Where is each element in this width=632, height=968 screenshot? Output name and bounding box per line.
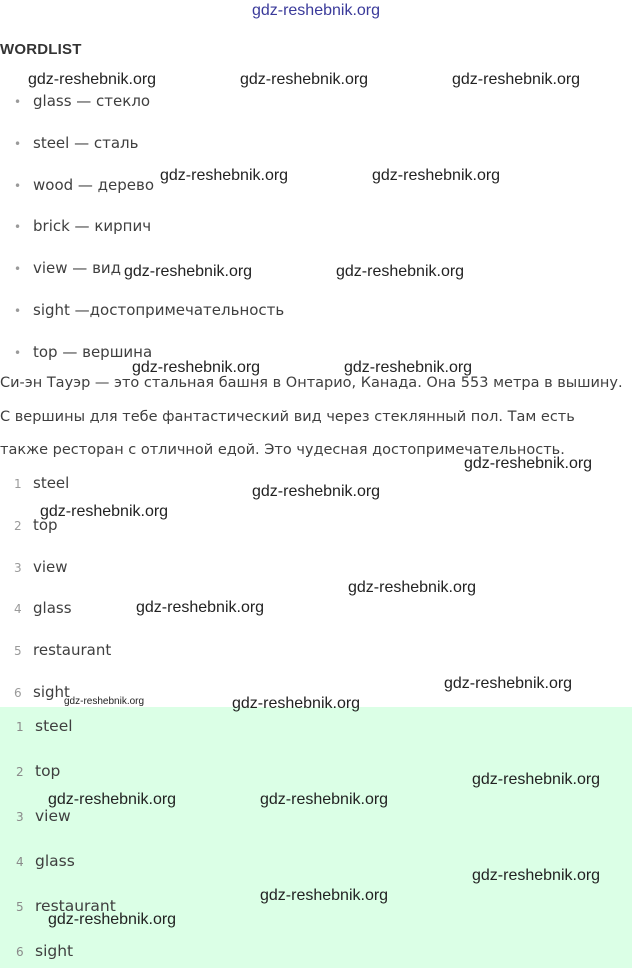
answer-number: 2 (16, 765, 24, 779)
wordlist-item: • brick — кирпич (14, 217, 152, 235)
watermark: gdz-reshebnik.org (372, 167, 501, 184)
watermark: gdz-reshebnik.org (124, 263, 253, 280)
answer-item (16, 717, 73, 735)
item-text: glass (33, 599, 72, 617)
answer-text: sight (35, 942, 74, 960)
item-number: 1 (14, 477, 22, 491)
watermark: gdz-reshebnik.org (232, 695, 361, 712)
watermark: gdz-reshebnik.org (260, 791, 389, 808)
bullet-icon: • (14, 137, 22, 151)
wordlist-item: • top — вершина (14, 343, 153, 361)
item-number: 4 (14, 602, 22, 616)
watermark: gdz-reshebnik.org (40, 503, 169, 520)
watermark: gdz-reshebnik.org (472, 771, 601, 788)
answer-text: restaurant (35, 897, 116, 915)
numbered-item (14, 599, 72, 617)
item-text: steel (33, 474, 70, 492)
bullet-icon: • (14, 346, 22, 360)
watermark: gdz-reshebnik.org (64, 696, 145, 707)
bullet-icon: • (14, 304, 22, 318)
item-number: 3 (14, 561, 22, 575)
item-number: 6 (14, 686, 22, 700)
bullet-icon: • (14, 95, 22, 109)
paragraph-line: С вершины для тебе фантастический вид через стеклянный пол. Там есть (0, 409, 575, 425)
watermark: gdz-reshebnik.org (472, 867, 601, 884)
watermark: gdz-reshebnik.org (136, 599, 265, 616)
answer-item (16, 762, 60, 780)
watermark: gdz-reshebnik.org (344, 359, 473, 376)
answer-text: top (35, 762, 61, 780)
watermark: gdz-reshebnik.org (28, 71, 157, 88)
answer-text: steel (35, 717, 73, 735)
wordlist-item: • steel — сталь (14, 134, 139, 152)
wordlist-item: • view — вид (14, 259, 122, 277)
watermark: gdz-reshebnik.org (452, 71, 581, 88)
item-text: view (33, 558, 68, 576)
answer-text: view (35, 807, 71, 825)
paragraph-line: также ресторан с отличной едой. Это чудесная достопримечательность. (0, 442, 565, 458)
watermark: gdz-reshebnik.org (160, 167, 289, 184)
item-number: 2 (14, 519, 22, 533)
wordlist-item: • wood — дерево (14, 176, 155, 194)
answer-number: 5 (16, 900, 24, 914)
answer-text: glass (35, 852, 75, 870)
watermark: gdz-reshebnik.org (444, 675, 573, 692)
answer-item (16, 942, 73, 960)
watermark: gdz-reshebnik.org (48, 791, 177, 808)
wordlist-title: WORDLIST (0, 41, 82, 58)
item-text: restaurant (33, 641, 112, 659)
site-header: gdz-reshebnik.org (251, 2, 381, 19)
answer-item (16, 807, 71, 825)
watermark: gdz-reshebnik.org (240, 71, 369, 88)
paragraph-line: Си-эн Тауэр — это стальная башня в Онтарио, Канада. Она 553 метра в вышину. (0, 375, 623, 391)
watermark: gdz-reshebnik.org (132, 359, 261, 376)
watermark: gdz-reshebnik.org (48, 911, 177, 928)
wordlist-item: • glass — стекло (14, 92, 151, 110)
bullet-icon: • (14, 220, 22, 234)
answer-number: 4 (16, 855, 24, 869)
watermark: gdz-reshebnik.org (336, 263, 465, 280)
watermark: gdz-reshebnik.org (464, 455, 593, 472)
numbered-item (14, 558, 68, 576)
numbered-item (14, 683, 70, 701)
answer-number: 6 (16, 945, 24, 959)
bullet-icon: • (14, 179, 22, 193)
bullet-icon: • (14, 262, 22, 276)
answer-number: 1 (16, 720, 24, 734)
item-text: sight (33, 683, 70, 701)
wordlist-item: • sight —достопримечательность (14, 301, 285, 319)
numbered-item (14, 474, 69, 492)
item-number: 5 (14, 644, 22, 658)
answer-item (16, 852, 75, 870)
watermark: gdz-reshebnik.org (260, 887, 389, 904)
watermark: gdz-reshebnik.org (252, 483, 381, 500)
numbered-item (14, 641, 111, 659)
item-text: top (33, 516, 58, 534)
answer-number: 3 (16, 810, 24, 824)
watermark: gdz-reshebnik.org (348, 579, 477, 596)
